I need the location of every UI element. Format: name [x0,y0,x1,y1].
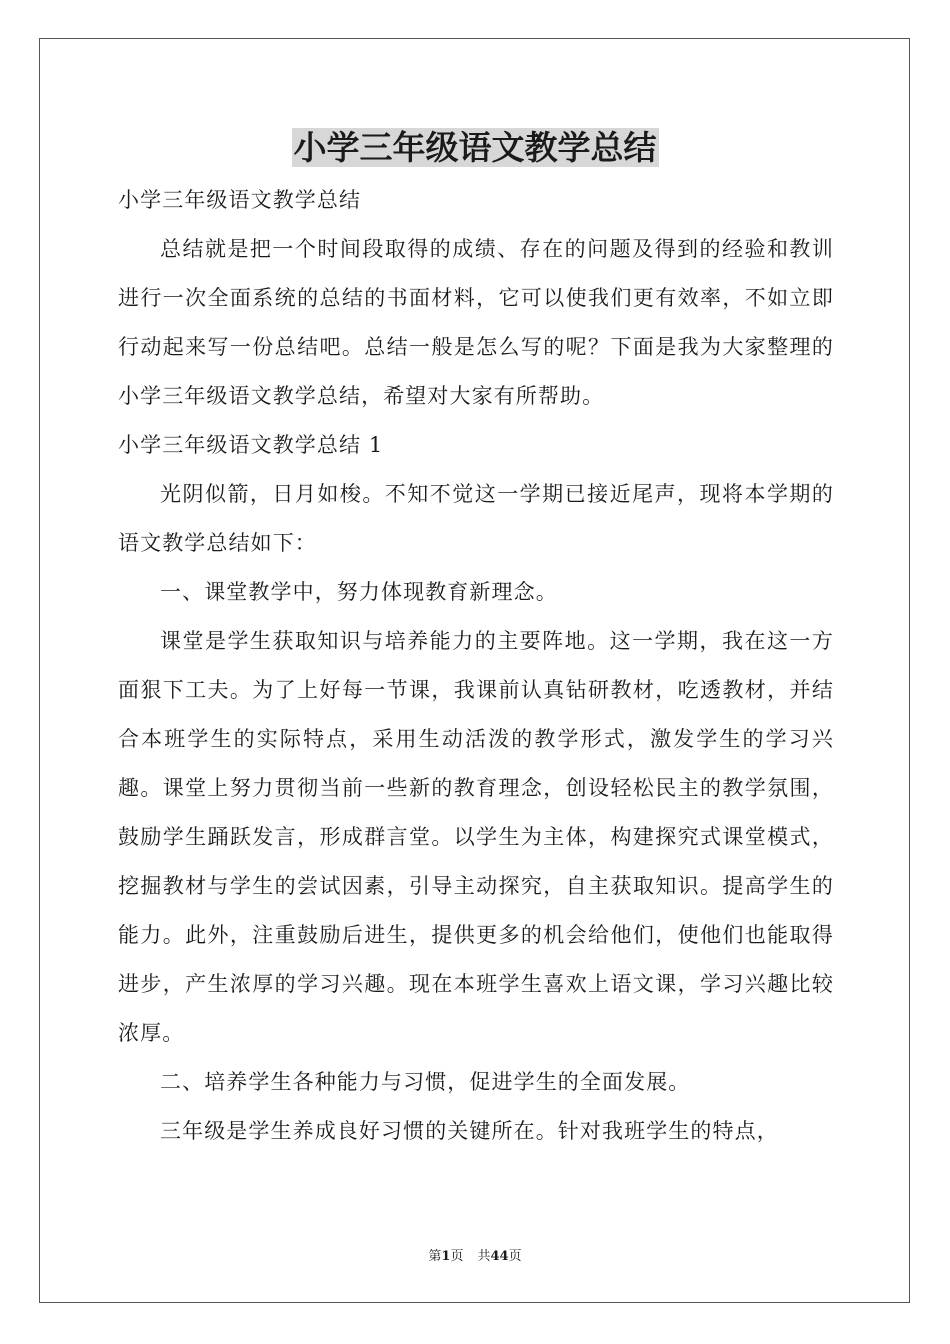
footer-page-number: 1 [441,1249,451,1264]
footer-page-suffix: 页 [450,1249,464,1264]
footer-total-suffix: 页 [508,1249,522,1264]
paragraph-classroom: 课堂是学生获取知识与培养能力的主要阵地。这一学期，我在这一方面狠下工夫。为了上好每一节课，我课前认真钻研教材，吃透教材，并结合本班学生的实际特点，采用生动活泼的教学形式，激发学生的学习兴趣。课堂上努力贯彻当前一些新的教育理念，创设轻松民主的教学氛围，鼓励学生踊跃发言，形成群言堂。以学生为主体，构建探究式课堂模式，挖掘教材与学生的尝试因素，引导主动探究，自主获取知识。提高学生的能力。此外，注重鼓励后进生，提供更多的机会给他们，使他们也能取得进步，产生浓厚的学习兴趣。现在本班学生喜欢上语文课，学习兴趣比较浓厚。 [118,629,834,1045]
paragraph-habits: 三年级是学生养成良好习惯的关键所在。针对我班学生的特点， [160,1119,779,1143]
paragraph-intro: 总结就是把一个时间段取得的成绩、存在的问题及得到的经验和教训进行一次全面系统的总结的书面材料，它可以使我们更有效率，不如立即行动起来写一份总结吧。总结一般是怎么写的呢？下面是我为大家整理的小学三年级语文教学总结，希望对大家有所帮助。 [118,237,834,408]
paragraph-section-heading: 小学三年级语文教学总结 1 [118,433,384,457]
paragraph-subtitle: 小学三年级语文教学总结 [118,188,362,212]
paragraph-opening: 光阴似箭，日月如梭。不知不觉这一学期已接近尾声，现将本学期的语文教学总结如下： [118,482,834,555]
paragraph-point-one: 一、课堂教学中，努力体现教育新理念。 [160,580,558,604]
footer-total-pages: 44 [490,1249,509,1264]
footer-total-prefix: 共 [477,1249,491,1264]
document-title [0,124,950,172]
document-body [118,176,834,1156]
page-footer [0,1248,950,1266]
footer-page-prefix: 第 [428,1249,442,1264]
document-title-text: 小学三年级语文教学总结 [293,128,657,167]
paragraph-point-two: 二、培养学生各种能力与习惯，促进学生的全面发展。 [160,1070,691,1094]
